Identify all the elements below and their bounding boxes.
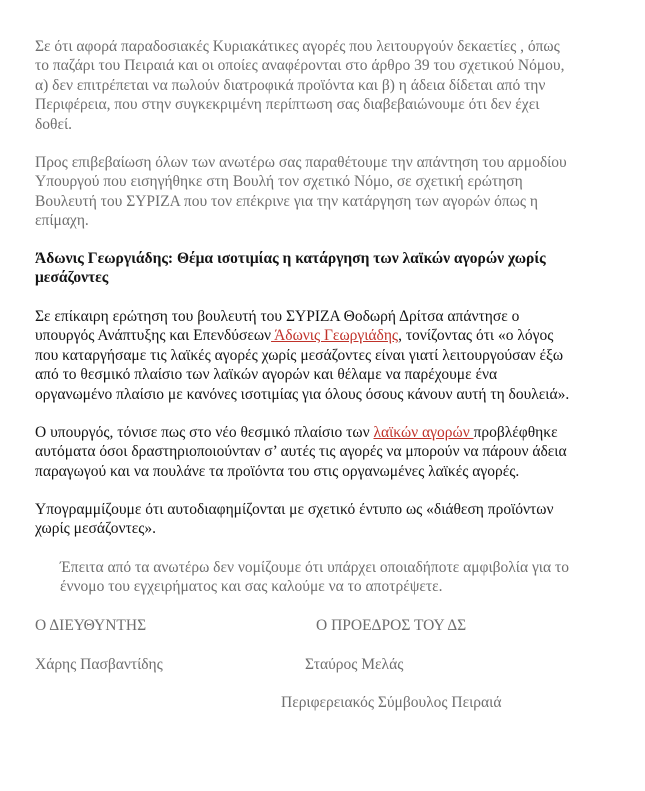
heading-line: μεσάζοντες: [35, 269, 109, 287]
text-line: Σε επίκαιρη ερώτηση του βουλευτή του ΣΥΡΙΖΑ Θοδωρή Δρίτσα απάντησε ο: [35, 308, 520, 325]
signature-title-director: Ο ΔΙΕΥΘΥΝΤΗΣ: [35, 617, 147, 634]
text-segment: υπουργός Ανάπτυξης και Επενδύσεων: [35, 327, 272, 345]
text-line-with-link: [35, 326, 615, 345]
text-segment: Ο υπουργός, τόνισε πως στο νέο θεσμικό πλαίσιο των: [35, 424, 374, 441]
heading-line: Άδωνις Γεωργιάδης: Θέμα ισοτιμίας η κατάργηση των λαϊκών αγορών χωρίς: [35, 250, 546, 267]
text-line: Προς επιβεβαίωση όλων των ανωτέρω σας παραθέτουμε την απάντηση του αρμοδίου: [35, 154, 567, 171]
markets-link[interactable]: λαϊκών αγορών: [373, 424, 474, 441]
text-line: δοθεί.: [35, 115, 73, 133]
text-line: Περιφέρεια, που στην συγκεκριμένη περίπτωση σας διαβεβαιώνουμε ότι δεν έχει: [35, 96, 540, 114]
paragraph-minister-answer: [35, 307, 615, 404]
paragraph-conclusion: [60, 558, 620, 597]
text-line: Σε ότι αφορά παραδοσιακές Κυριακάτικες αγορές που λειτουργούν δεκαετίες , όπως: [35, 38, 560, 55]
signature-name-director: Χάρης Πασβαντίδης: [35, 656, 163, 673]
text-line: α) δεν επιτρέπεται να πωλούν διατροφικά προϊόντα και β) η άδεια δίδεται από την: [35, 76, 546, 94]
signature-title-president: Ο ΠΡΟΕΔΡΟΣ ΤΟΥ ΔΣ: [316, 617, 467, 634]
text-line: από το θεσμικό πλαίσιο των λαϊκών αγορών και θέλαμε να παρέχουμε ένα: [35, 366, 498, 384]
text-line-with-link: [35, 423, 615, 442]
paragraph-advertising: [35, 500, 615, 539]
text-line: οργανωμένο πλαίσιο με κανόνες ισοτιμίας για όλους όσους κάνουν αυτή τη δουλειά».: [35, 385, 570, 403]
text-line: παραγωγού και να πουλάνε τα προϊόντα του στις οργανωμένες λαϊκές αγορές.: [35, 462, 520, 480]
text-segment: προβλέφθηκε: [473, 424, 558, 441]
text-line: Υπογραμμίζουμε ότι αυτοδιαφημίζονται με σχετικό έντυπο ως «διάθεση προϊόντων: [35, 501, 554, 518]
text-line: Υπουργού που εισηγήθηκε στη Βουλή τον σχετικό Νόμο, σε σχετική ερώτηση: [35, 173, 523, 191]
signature-name-president: Σταύρος Μελάς: [305, 656, 404, 673]
minister-name-link[interactable]: Άδωνις Γεωργιάδης: [271, 327, 399, 345]
paragraph-minister-framework: [35, 423, 615, 481]
text-line: έννομο του εγχειρήματος και σας καλούμε να το αποτρέψετε.: [60, 578, 443, 596]
text-line: Βουλευτή του ΣΥΡΙΖΑ που τον επέκρινε για την κατάργηση των αγορών όπως η: [35, 192, 538, 210]
signature-role-president: Περιφερειακός Σύμβουλος Πειραιά: [281, 694, 502, 711]
text-line: που καταργήσαμε τις λαϊκές αγορές χωρίς μεσάζοντες είναι γιατί λειτουργούσαν έξω: [35, 346, 564, 364]
text-line: το παζάρι του Πειραιά και οι οποίες αναφέρονται στο άρθρο 39 του σχετικού Νόμου,: [35, 57, 565, 75]
text-line: Έπειτα από τα ανωτέρω δεν νομίζουμε ότι υπάρχει οποιαδήποτε αμφιβολία για το: [60, 559, 569, 576]
article-heading: [35, 249, 615, 288]
text-line: αυτόματα όσοι δραστηριοποιούνταν σ’ αυτές τις αγορές να μπορούν να πάρουν άδεια: [35, 443, 567, 461]
text-line: επίμαχη.: [35, 212, 89, 230]
text-segment: , τονίζοντας ότι «ο λόγος: [398, 327, 554, 345]
paragraph-confirmation: [35, 153, 615, 231]
text-line: χωρίς μεσάζοντες».: [35, 520, 157, 538]
paragraph-markets-intro: [35, 37, 615, 134]
